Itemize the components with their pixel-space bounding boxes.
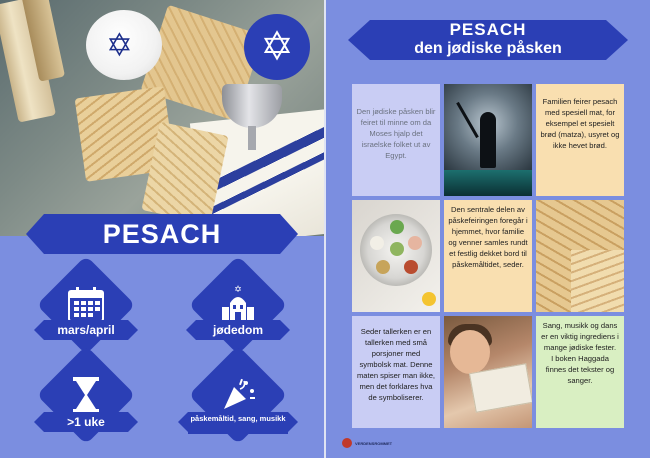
synagogue-icon (220, 283, 256, 323)
card-label-bar (44, 412, 128, 432)
left-page (0, 0, 324, 458)
calendar-icon (67, 287, 105, 323)
card-label: >1 uke (67, 415, 105, 429)
card-label-bar (44, 320, 128, 340)
matzo-image (536, 200, 624, 312)
card-label: jødedom (213, 323, 263, 337)
hourglass-icon (73, 377, 99, 413)
seder-plate-image (352, 200, 440, 312)
tile-history (352, 84, 440, 196)
title-ribbon (370, 20, 606, 60)
tile-music (536, 316, 624, 428)
card-label-bar (188, 412, 288, 434)
tile-food (536, 84, 624, 196)
tile-text: Sang, musikk og dans er en viktig ingrediens i mange jødiske fester. (541, 321, 619, 352)
logo-text: VERDENSROMMET (355, 440, 393, 446)
page-subtitle: den jødiske påsken (414, 40, 562, 57)
tile-seder-plate (352, 316, 440, 428)
tile-text: Familien feirer pesach med spesiell mat, for eksempel et spesielt brød (matza), usyret og ikke hevet brød. (540, 97, 620, 150)
tile-text: Seder tallerken er en tallerken med små porsjoner med symbolsk mat. Denne maten spiser man ikke, men det forklares hva de symboliserer. (356, 327, 436, 402)
haggada-reading-image (444, 316, 532, 428)
title-ribbon (44, 214, 280, 254)
right-page (326, 0, 650, 458)
kiddush-cup-stem (248, 126, 256, 150)
page-title: PESACH (102, 219, 222, 249)
tile-text: Den jødiske påsken blir feiret til minne om da Moses hjalp det israelske folket ut av Egypt. (356, 107, 436, 160)
moses-image (444, 84, 532, 196)
page-title: PESACH (449, 20, 527, 39)
tile-text: I boken Haggada finnes det tekster og sanger. (545, 354, 615, 385)
card-label: påskemåltid, sang, musikk (190, 414, 286, 423)
logo-mark-icon (342, 438, 352, 448)
party-popper-icon (220, 377, 256, 413)
card-label: mars/april (57, 323, 115, 337)
star-of-david-badge (244, 14, 310, 80)
svg-text:✡: ✡ (234, 285, 242, 295)
publisher-logo (342, 436, 412, 450)
tile-seder (444, 200, 532, 312)
star-of-david-icon: ✡ (260, 25, 294, 69)
card-label-bar (196, 320, 280, 340)
tile-text: Den sentrale delen av påskefeiringen foregår i hjemmet, hvor familie og venner samles rundt et festlig dekket bord til påskemåltidet, seder. (448, 205, 528, 269)
kippah: ✡ (86, 10, 162, 80)
